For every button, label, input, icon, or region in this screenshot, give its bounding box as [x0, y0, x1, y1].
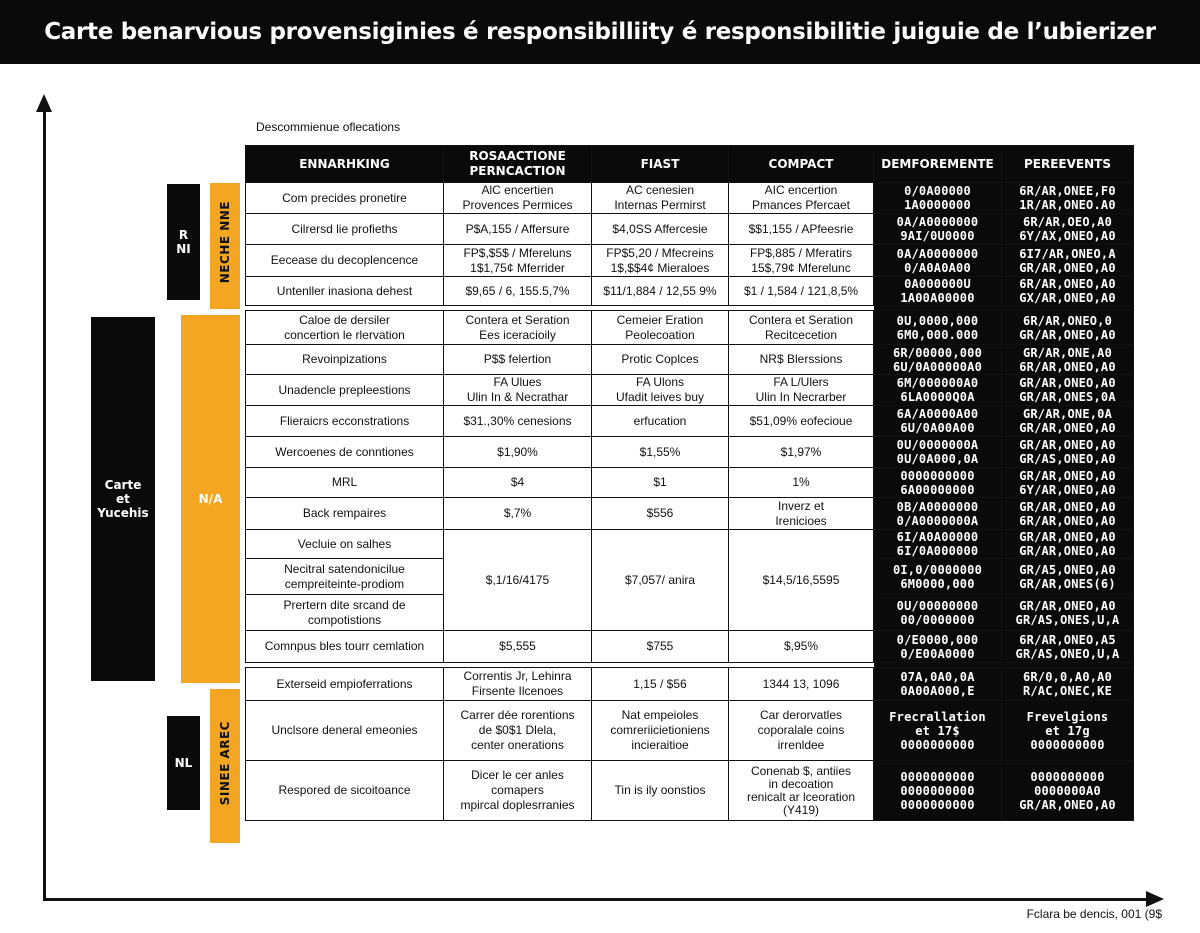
column-header: ENNARHKING [246, 146, 444, 183]
title-bar [0, 0, 1200, 64]
table-cell: $11/1,884 / 12,55 9% [592, 277, 729, 306]
table-cell: 6R/0,0,A0,A0 R/AC,ONEC,KE [1002, 668, 1134, 701]
table-cell: GR/AR,ONEO,A0 GR/AR,ONES,0A [1002, 375, 1134, 406]
table-cell: FA L/Ulers Ulin In Necrarber [729, 375, 874, 406]
table-row [246, 311, 1134, 345]
group-2-orange-text: N/A [198, 492, 223, 506]
table-cell: Nat empeioles comreriicietioniens incieraitioe [592, 701, 729, 761]
table-row [246, 214, 1134, 245]
table-cell-merged-top: $,1/16/4175 [444, 530, 592, 631]
row-label: Unclsore deneral emeonies [246, 701, 444, 761]
table-cell: 0B/A0000000 0/A0000000A [874, 498, 1002, 530]
table-row [246, 631, 1134, 663]
table-cell: Inverz et Irenicioes [729, 498, 874, 530]
table-cell: 6R/AR,ONEE,F0 1R/AR,ONEO.A0 [1002, 183, 1134, 214]
column-header: ROSAACTIONE PERNCACTION [444, 146, 592, 183]
table-cell: GR/AR,ONE,A0 6R/AR,ONEO,A0 [1002, 345, 1134, 375]
table-cell: $31.,30% cenesions [444, 406, 592, 437]
table-cell: 0/0A00000 1A0000000 [874, 183, 1002, 214]
table-cell: 1% [729, 468, 874, 498]
table-cell: FA Ulons Ufadit leives buy [592, 375, 729, 406]
table-cell: Tin is ily oonstios [592, 761, 729, 821]
table-cell: 0/E0000,000 0/E00A0000 [874, 631, 1002, 663]
group-2-orange-band [181, 315, 240, 683]
table-cell: $51,09% eofecioue [729, 406, 874, 437]
group-1-label-text: R NI [176, 228, 191, 256]
table-cell: 6R/AR,ONEO,A5 GR/AS,ONEO,U,A [1002, 631, 1134, 663]
table-cell: Conenab $, antiies in decoation renicalt ar lceoration (Y419) [729, 761, 874, 821]
table-cell: $4,0SS Affercesie [592, 214, 729, 245]
table-cell: GR/AR,ONEO,A0 6R/AR,ONEO,A0 [1002, 498, 1134, 530]
table-cell: Dicer le cer anles comapers mpircal doplesrranies [444, 761, 592, 821]
table-cell: 0U/0000000A 0U/0A000,0A [874, 437, 1002, 468]
group-3-orange-text: SINEE AREC [218, 721, 232, 806]
table-cell: GR/A5,ONEO,A0 GR/AR,ONES(6) [1002, 559, 1134, 595]
table-cell: 0U,0000,000 6M0,000.000 [874, 311, 1002, 345]
table-cell: Frevelgions et 17g 0000000000 [1002, 701, 1134, 761]
column-header: FIAST [592, 146, 729, 183]
table-cell: $9,65 / 6, 155.5,7% [444, 277, 592, 306]
table-row [246, 406, 1134, 437]
row-label: Unadencle prepleestions [246, 375, 444, 406]
table-cell: AIC encertion Pmances Pfercaet [729, 183, 874, 214]
table-cell: $1,90% [444, 437, 592, 468]
table-cell: Contera et Seration Ees iceracioily [444, 311, 592, 345]
row-label: Wercoenes de conntiones [246, 437, 444, 468]
table-row [246, 530, 1134, 559]
table-cell: erfucation [592, 406, 729, 437]
table-cell: Cemeier Eration Peolecoation [592, 311, 729, 345]
table-row [246, 761, 1134, 821]
table-cell: Contera et Seration Recitcecetion [729, 311, 874, 345]
table-cell: NR$ Blerssions [729, 345, 874, 375]
table-cell: 6R/00000,000 6U/0A00000A0 [874, 345, 1002, 375]
table-row [246, 345, 1134, 375]
table-cell: AC cenesien Internas Permirst [592, 183, 729, 214]
y-axis-arrow-icon [36, 94, 52, 112]
table-cell: $,95% [729, 631, 874, 663]
table-cell: 1,15 / $56 [592, 668, 729, 701]
table-cell: 6R/AR,OEO,A0 6Y/AX,ONEO,A0 [1002, 214, 1134, 245]
table-row [246, 277, 1134, 306]
row-label: Revoinpizations [246, 345, 444, 375]
table-cell: $1 / 1,584 / 121,8,5% [729, 277, 874, 306]
table-cell: Car derorvatles coporalale coins irrenldee [729, 701, 874, 761]
responsibility-table [245, 145, 1134, 821]
table-cell: $755 [592, 631, 729, 663]
column-header: PEREEVENTS [1002, 146, 1134, 183]
group-1-orange-band [210, 183, 240, 309]
table-row [246, 183, 1134, 214]
row-label: Respored de sicoitoance [246, 761, 444, 821]
table-cell: 0A000000U 1A00A00000 [874, 277, 1002, 306]
table-cell: GR/AR,ONEO,A0 GR/AS,ONEO,A0 [1002, 437, 1134, 468]
table-cell: GR/AR,ONEO,A0 GR/AR,ONEO,A0 [1002, 530, 1134, 559]
table-cell: 0000000000 0000000000 0000000000 [874, 761, 1002, 821]
table-cell: 6I7/AR,ONEO,A GR/AR,ONEO,A0 [1002, 245, 1134, 277]
table-cell: $5,555 [444, 631, 592, 663]
row-label: Prertern dite srcand de compotistions [246, 595, 444, 631]
row-label: Untenller inasiona dehest [246, 277, 444, 306]
table-cell: 0A/A0000000 9AI/0U0000 [874, 214, 1002, 245]
table-cell: P$A,155 / Affersure [444, 214, 592, 245]
table-cell: FA Ulues Ulin In & Necrathar [444, 375, 592, 406]
group-1-black-label [167, 184, 200, 300]
row-label: Back rempaires [246, 498, 444, 530]
table-cell: $4 [444, 468, 592, 498]
table-cell: 0U/00000000 00/0000000 [874, 595, 1002, 631]
table-row [246, 375, 1134, 406]
table-row [246, 468, 1134, 498]
row-label: MRL [246, 468, 444, 498]
table-cell: $1,55% [592, 437, 729, 468]
table-cell: Carrer dée rorentions de $0$1 Dlela, center onerations [444, 701, 592, 761]
row-label: Flieraicrs ecconstrations [246, 406, 444, 437]
table-cell: 6I/A0A00000 6I/0A000000 [874, 530, 1002, 559]
table-cell-merged-top: $7,057/ anira [592, 530, 729, 631]
table-row [246, 437, 1134, 468]
group-2-label-text: Carte et Yucehis [97, 478, 149, 520]
row-label: Exterseid empioferrations [246, 668, 444, 701]
table-cell: 0I,0/0000000 6M0000,000 [874, 559, 1002, 595]
table-cell: GR/AR,ONE,0A GR/AR,ONEO,A0 [1002, 406, 1134, 437]
group-3-orange-band [210, 689, 240, 843]
table-cell: Correntis Jr, Lehinra Firsente Ilcenoes [444, 668, 592, 701]
row-label: Com precides pronetire [246, 183, 444, 214]
table-row [246, 245, 1134, 277]
table-cell: Frecrallation et 17$ 0000000000 [874, 701, 1002, 761]
table-row [246, 668, 1134, 701]
page-title: Carte benarvious provensiginies é responsibilliity é responsibilitie juiguie de l’ubierizer [44, 19, 1156, 45]
table-subtitle: Descommienue oflecations [256, 120, 401, 134]
row-label: Caloe de dersiler concertion le rlervation [246, 311, 444, 345]
table-cell: FP$,$5$ / Mfereluns 1$1,75¢ Mferrider [444, 245, 592, 277]
group-3-black-label [167, 716, 200, 810]
table-cell: FP$,885 / Mferatirs 15$,79¢ Mferelunc [729, 245, 874, 277]
row-label: Vecluie on salhes [246, 530, 444, 559]
group-1-orange-text: NECHE NNE [218, 201, 232, 284]
table-cell: 0000000000 6A00000000 [874, 468, 1002, 498]
table-cell: 1344 13, 1096 [729, 668, 874, 701]
table-cell: AlC encertien Provences Permices [444, 183, 592, 214]
row-label: Comnpus bles tourr cemlation [246, 631, 444, 663]
row-label: Necitral satendonicilue cempreiteinte-prodiom [246, 559, 444, 595]
table-cell: $556 [592, 498, 729, 530]
table-cell: $,7% [444, 498, 592, 530]
table-cell: GR/AR,ONEO,A0 GR/AS,ONES,U,A [1002, 595, 1134, 631]
group-2-black-label [91, 317, 155, 681]
y-axis [43, 108, 46, 900]
table-cell: 6A/A0000A00 6U/0A00A00 [874, 406, 1002, 437]
table-cell: $1,97% [729, 437, 874, 468]
table-cell: Protic Coplces [592, 345, 729, 375]
table-cell: GR/AR,ONEO,A0 6Y/AR,ONEO,A0 [1002, 468, 1134, 498]
table-header-row [246, 146, 1134, 183]
table-cell: 6M/000000A0 6LA0000Q0A [874, 375, 1002, 406]
table-row [246, 498, 1134, 530]
column-header: COMPACT [729, 146, 874, 183]
x-axis [43, 898, 1148, 901]
axis-note: Fclara be dencis, 001 (9$ [1026, 907, 1162, 921]
table-cell: 6R/AR,ONEO,A0 GX/AR,ONEO,A0 [1002, 277, 1134, 306]
column-header: DEMFOREMENTE [874, 146, 1002, 183]
group-3-label-text: NL [174, 756, 193, 770]
table-cell: 6R/AR,ONEO,0 GR/AR,ONEO,A0 [1002, 311, 1134, 345]
table-cell: $$1,155 / APfeesrie [729, 214, 874, 245]
table-cell: 0000000000 0000000A0 GR/AR,ONEO,A0 [1002, 761, 1134, 821]
table-cell: 0A/A0000000 0/A0A0A00 [874, 245, 1002, 277]
table-cell: P$$ felertion [444, 345, 592, 375]
table-cell: 07A,0A0,0A 0A00A000,E [874, 668, 1002, 701]
table-cell: FP$5,20 / Mfecreins 1$,$$4¢ Mieraloes [592, 245, 729, 277]
table-row [246, 701, 1134, 761]
row-label: Eecease du decoplencence [246, 245, 444, 277]
row-label: Cilrersd lie profieths [246, 214, 444, 245]
x-axis-arrow-icon [1146, 891, 1164, 907]
table-cell-merged-top: $14,5/16,5595 [729, 530, 874, 631]
table-cell: $1 [592, 468, 729, 498]
